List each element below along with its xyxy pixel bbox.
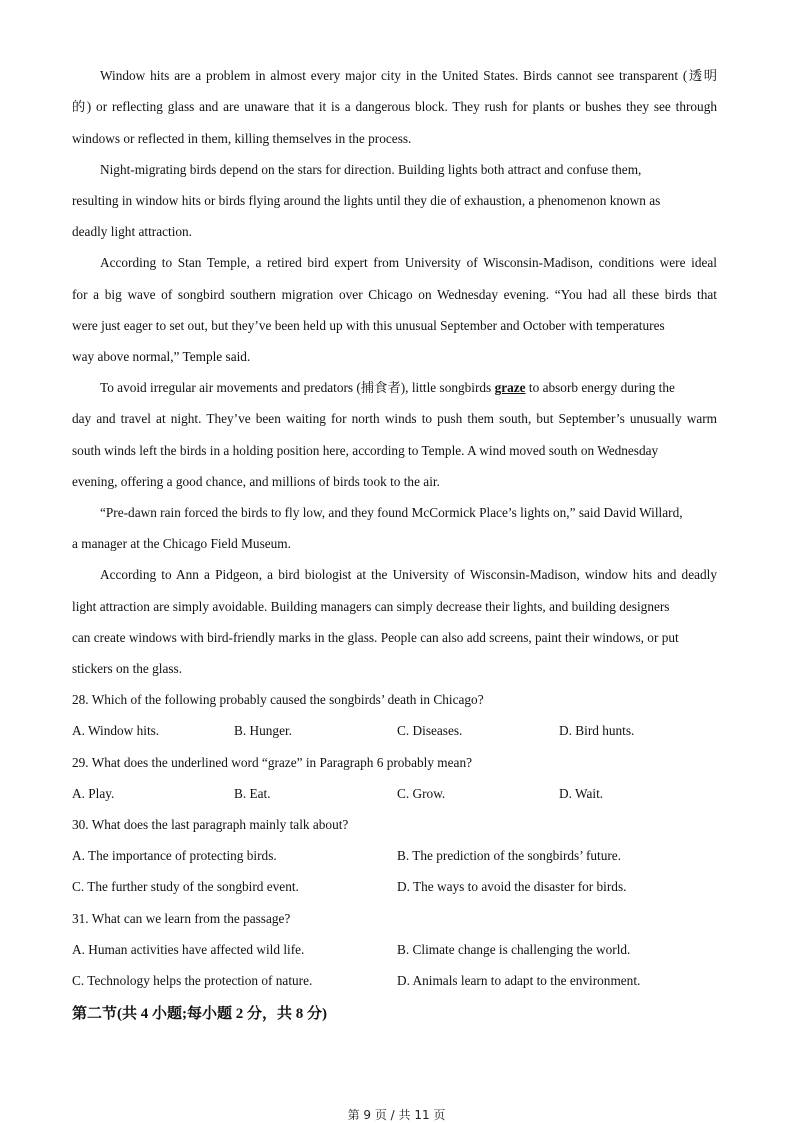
p4-line-2: day and travel at night. They’ve been waiting for north winds to push them south, but September’s unusually warm <box>72 411 717 426</box>
p4-line-1-after: to absorb energy during the <box>525 380 675 395</box>
p1-line-3: windows or reflected in them, killing themselves in the process. <box>72 131 412 146</box>
p6-line-2: light attraction are simply avoidable. Building managers can simply decrease their lights, and building designers <box>72 599 670 614</box>
q30-option-c[interactable]: C. The further study of the songbird event. <box>72 879 299 894</box>
underlined-word-graze: graze <box>494 380 526 395</box>
p4-line-1-before: To avoid irregular air movements and predators (捕食者), little songbirds <box>100 380 495 395</box>
question-29: 29. What does the underlined word “graze” in Paragraph 6 probably mean? <box>72 755 472 770</box>
q28-option-a[interactable]: A. Window hits. <box>72 723 160 738</box>
p1-line-1: Window hits are a problem in almost every major city in the United States. Birds cannot see transparent (透明 <box>100 68 717 83</box>
p4-line-3: south winds left the birds in a holding position here, according to Temple. A wind moved south on Wednesday <box>72 443 659 458</box>
q30-option-a[interactable]: A. The importance of protecting birds. <box>72 848 277 863</box>
p3-line-4: way above normal,” Temple said. <box>72 349 251 364</box>
question-30: 30. What does the last paragraph mainly talk about? <box>72 817 349 832</box>
p5-line-2: a manager at the Chicago Field Museum. <box>72 536 291 551</box>
question-28: 28. Which of the following probably caused the songbirds’ death in Chicago? <box>72 692 484 707</box>
p4-line-1 <box>100 380 675 396</box>
question-31: 31. What can we learn from the passage? <box>72 911 291 926</box>
q31-option-a[interactable]: A. Human activities have affected wild life. <box>72 942 305 957</box>
p3-line-1: According to Stan Temple, a retired bird expert from University of Wisconsin-Madison, conditions were ideal <box>100 255 717 270</box>
p2-line-3: deadly light attraction. <box>72 224 193 239</box>
q31-option-b[interactable]: B. Climate change is challenging the world. <box>397 942 631 957</box>
q31-option-c[interactable]: C. Technology helps the protection of nature. <box>72 973 313 988</box>
q29-option-a[interactable]: A. Play. <box>72 786 115 801</box>
p2-line-1: Night-migrating birds depend on the stars for direction. Building lights both attract and confuse them, <box>100 162 642 177</box>
q29-option-d[interactable]: D. Wait. <box>559 786 604 801</box>
p1-line-2: 的) or reflecting glass and are unaware that it is a dangerous block. They rush for plants or bushes they see through <box>72 99 717 114</box>
q28-option-c[interactable]: C. Diseases. <box>397 723 463 738</box>
q31-option-d[interactable]: D. Animals learn to adapt to the environment. <box>397 973 641 988</box>
p6-line-4: stickers on the glass. <box>72 661 183 676</box>
p6-line-3: can create windows with bird-friendly marks in the glass. People can also add screens, paint their windows, or put <box>72 630 679 645</box>
p3-line-3: were just eager to set out, but they’ve been held up with this unusual September and October with temperatures <box>72 318 665 333</box>
page-footer: 第 9 页 / 共 11 页 <box>347 1108 446 1122</box>
q28-option-b[interactable]: B. Hunger. <box>234 723 292 738</box>
q28-option-d[interactable]: D. Bird hunts. <box>559 723 635 738</box>
p5-line-1: “Pre-dawn rain forced the birds to fly low, and they found McCormick Place’s lights on,” said David Willard, <box>100 505 683 520</box>
p4-line-4: evening, offering a good chance, and millions of birds took to the air. <box>72 474 440 489</box>
q30-option-b[interactable]: B. The prediction of the songbirds’ future. <box>397 848 622 863</box>
q29-option-c[interactable]: C. Grow. <box>397 786 446 801</box>
p6-line-1: According to Ann a Pidgeon, a bird biologist at the University of Wisconsin-Madison, window hits and deadly <box>100 567 717 582</box>
p3-line-2: for a big wave of songbird southern migration over Chicago on Wednesday evening. “You had all these birds that <box>72 287 717 302</box>
q30-option-d[interactable]: D. The ways to avoid the disaster for birds. <box>397 879 627 894</box>
q29-option-b[interactable]: B. Eat. <box>234 786 271 801</box>
p2-line-2: resulting in window hits or birds flying around the lights until they die of exhaustion, a phenomenon known as <box>72 193 661 208</box>
section-heading: 第二节(共 4 小题;每小题 2 分，共 8 分) <box>72 1006 327 1022</box>
